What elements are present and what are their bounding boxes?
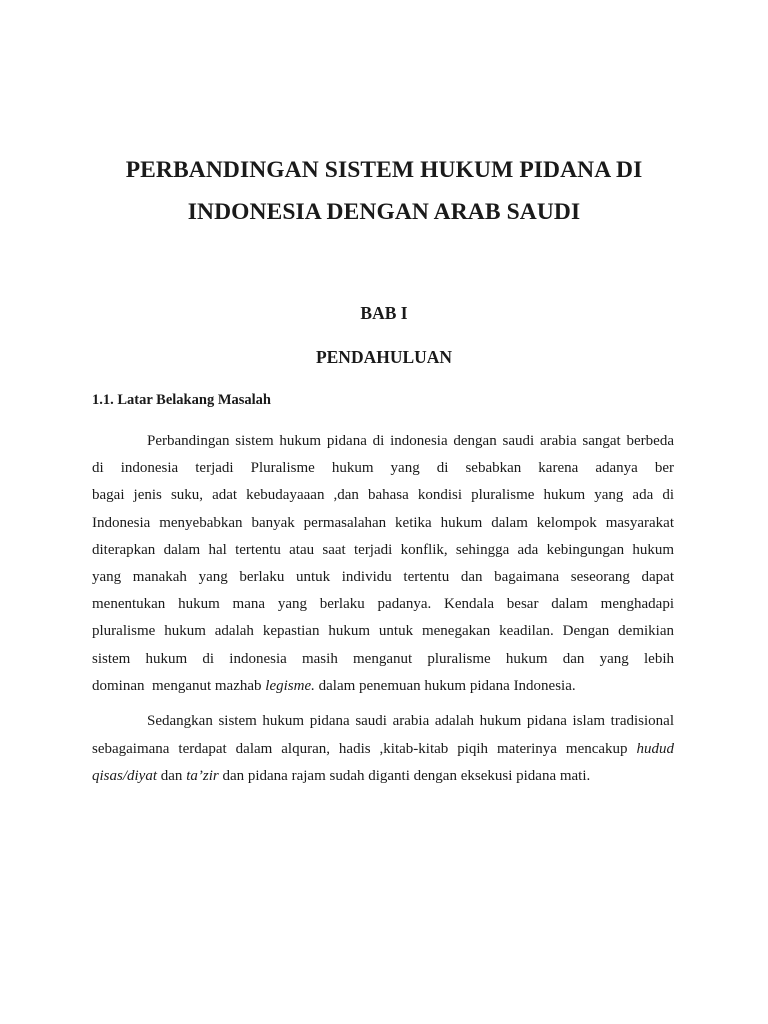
italic-term: hudud bbox=[636, 740, 674, 757]
text-run: dalam penemuan hukum pidana Indonesia. bbox=[314, 677, 576, 694]
section-heading: 1.1. Latar Belakang Masalah bbox=[92, 392, 271, 408]
document-title-line-1: PERBANDINGAN SISTEM HUKUM PIDANA DI bbox=[125, 157, 643, 183]
text-run: sebagaimana terdapat dalam alquran, hadis ,kitab-kitab piqih materinya mencakup bbox=[92, 740, 637, 757]
paragraph-2 bbox=[92, 711, 674, 794]
paragraph-line bbox=[92, 739, 674, 767]
paragraph-line: di indonesia terjadi Pluralisme hukum yang di sebabkan karena adanya ber bbox=[92, 460, 674, 477]
text-run: dan pidana rajam sudah diganti dengan eksekusi pidana mati. bbox=[218, 768, 591, 784]
italic-term: qisas/diyat bbox=[92, 768, 158, 784]
paragraph-line: menentukan hukum mana yang berlaku padanya. Kendala besar dalam menghadapi bbox=[92, 596, 674, 613]
paragraph-last-line bbox=[92, 766, 674, 794]
italic-term: legisme. bbox=[265, 677, 315, 694]
chapter-number: BAB I bbox=[360, 303, 408, 323]
italic-term: ta’zir bbox=[186, 768, 219, 784]
document-title-line-2: INDONESIA DENGAN ARAB SAUDI bbox=[187, 199, 581, 225]
paragraph-1 bbox=[92, 431, 674, 703]
paragraph-line: diterapkan dalam hal tertentu atau saat terjadi konflik, sehingga ada kebingungan hukum bbox=[92, 541, 674, 558]
paragraph-line: bagai jenis suku, adat kebudayaaan ,dan bahasa kondisi pluralisme hukum yang ada di bbox=[92, 487, 674, 504]
paragraph-line: pluralisme hukum adalah kepastian hukum untuk menegakan keadilan. Dengan demikian bbox=[92, 623, 674, 640]
paragraph-line: yang manakah yang berlaku untuk individu tertentu dan bagaimana seseorang dapat bbox=[92, 568, 674, 585]
chapter-title: PENDAHULUAN bbox=[315, 347, 453, 367]
paragraph-last-line bbox=[92, 676, 674, 703]
paragraph-line: Sedangkan sistem hukum pidana saudi arabia adalah hukum pidana islam tradisional bbox=[147, 713, 674, 729]
text-run: dominan menganut mazhab bbox=[92, 677, 266, 694]
paragraph-line: Indonesia menyebabkan banyak permasalahan ketika hukum dalam kelompok masyarakat bbox=[92, 514, 674, 531]
paragraph-line: Perbandingan sistem hukum pidana di indonesia dengan saudi arabia sangat berbeda bbox=[147, 433, 674, 449]
text-run: dan bbox=[157, 768, 187, 784]
paragraph-line: sistem hukum di indonesia masih menganut pluralisme hukum dan yang lebih bbox=[92, 650, 674, 667]
